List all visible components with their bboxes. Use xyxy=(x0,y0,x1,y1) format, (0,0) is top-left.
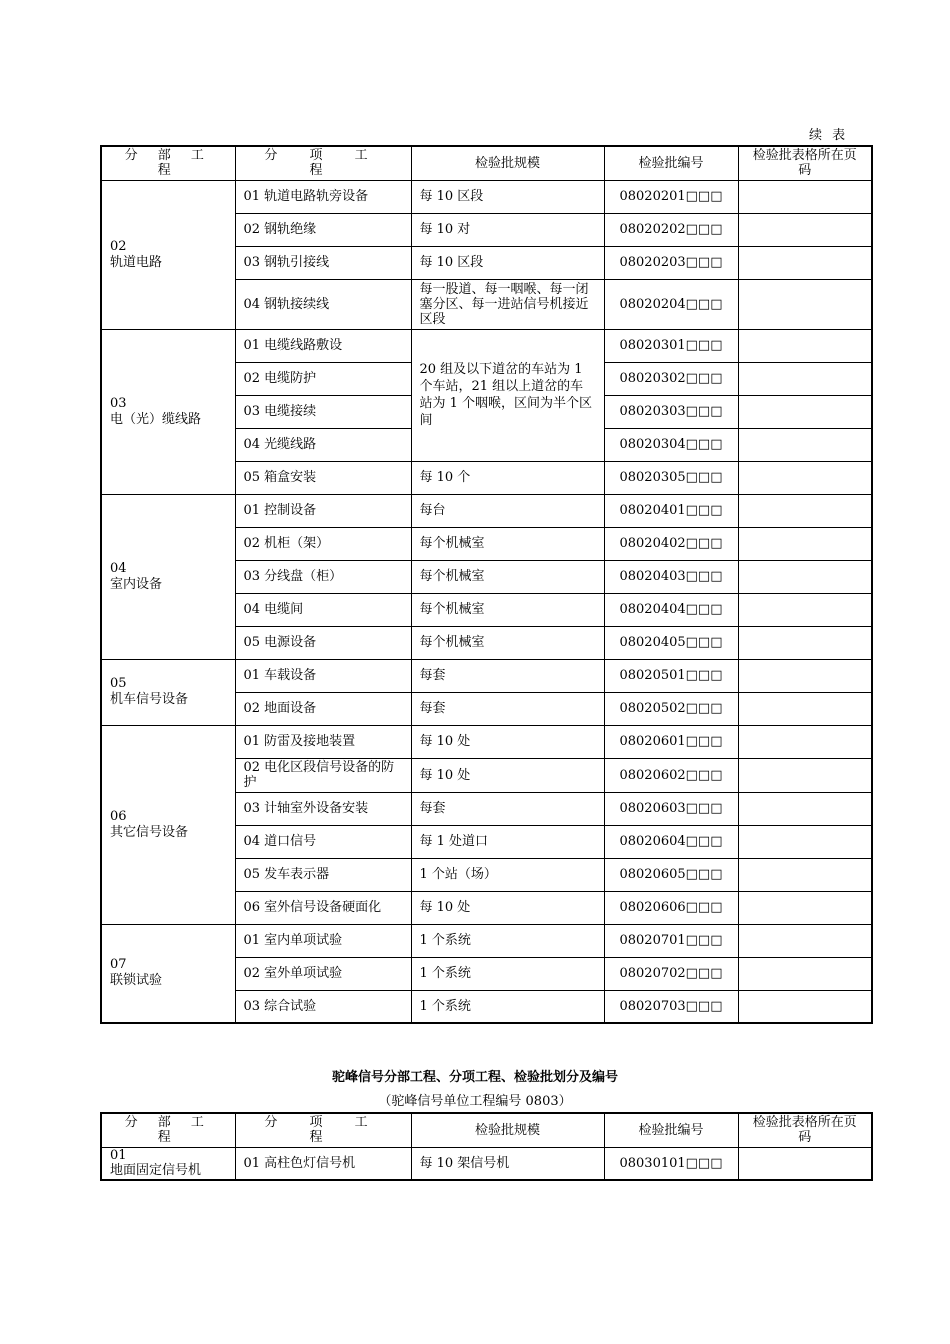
code-cell: 08020404□□□ xyxy=(604,593,738,626)
page-cell xyxy=(738,213,872,246)
table-row xyxy=(101,1147,872,1180)
code-cell: 08020602□□□ xyxy=(604,758,738,792)
code-cell: 08020603□□□ xyxy=(604,792,738,825)
item-cell: 04 道口信号 xyxy=(235,825,411,858)
header-item: 分 项 工 程 xyxy=(235,1113,411,1147)
item-cell: 03 综合试验 xyxy=(235,990,411,1023)
code-cell: 08020304□□□ xyxy=(604,428,738,461)
item-cell: 02 电缆防护 xyxy=(235,362,411,395)
code-cell: 08020601□□□ xyxy=(604,725,738,758)
code-cell: 08020203□□□ xyxy=(604,246,738,279)
page-cell xyxy=(738,626,872,659)
scale-cell: 1 个系统 xyxy=(411,924,604,957)
table-row xyxy=(101,494,872,527)
item-cell: 01 车载设备 xyxy=(235,659,411,692)
page-cell xyxy=(738,957,872,990)
code-cell: 08020305□□□ xyxy=(604,461,738,494)
header-row xyxy=(101,146,872,180)
page-cell xyxy=(738,1147,872,1180)
scale-cell: 每 10 区段 xyxy=(411,180,604,213)
table-row xyxy=(101,329,872,362)
page-cell xyxy=(738,494,872,527)
item-cell: 02 机柜（架） xyxy=(235,527,411,560)
table-row xyxy=(101,180,872,213)
scale-cell: 每个机械室 xyxy=(411,593,604,626)
division-cell: 06 其它信号设备 xyxy=(101,725,235,924)
item-cell: 01 电缆线路敷设 xyxy=(235,329,411,362)
header-code: 检验批编号 xyxy=(604,1113,738,1147)
page-cell xyxy=(738,593,872,626)
code-cell: 08020402□□□ xyxy=(604,527,738,560)
table-row xyxy=(101,659,872,692)
header-code: 检验批编号 xyxy=(604,146,738,180)
item-cell: 06 室外信号设备硬面化 xyxy=(235,891,411,924)
item-cell: 02 地面设备 xyxy=(235,692,411,725)
division-cell: 05 机车信号设备 xyxy=(101,659,235,725)
code-cell: 08020403□□□ xyxy=(604,560,738,593)
scale-cell: 每 10 架信号机 xyxy=(411,1147,604,1180)
page-cell xyxy=(738,428,872,461)
item-cell: 04 光缆线路 xyxy=(235,428,411,461)
division-cell: 01 地面固定信号机 xyxy=(101,1147,235,1180)
scale-cell: 每 10 对 xyxy=(411,213,604,246)
item-cell: 03 分线盘（柜） xyxy=(235,560,411,593)
item-cell: 05 电源设备 xyxy=(235,626,411,659)
section-subtitle: （驼峰信号单位工程编号 0803） xyxy=(378,1094,572,1109)
header-division: 分 部 工 程 xyxy=(101,146,235,180)
page-cell xyxy=(738,725,872,758)
code-cell: 08020401□□□ xyxy=(604,494,738,527)
division-table xyxy=(100,145,873,1024)
scale-cell: 1 个系统 xyxy=(411,990,604,1023)
page-cell xyxy=(738,395,872,428)
item-cell: 01 高柱色灯信号机 xyxy=(235,1147,411,1180)
page-cell xyxy=(738,527,872,560)
header-division: 分 部 工 程 xyxy=(101,1113,235,1147)
header-page: 检验批表格所在页码 xyxy=(738,146,872,180)
item-cell: 05 箱盒安装 xyxy=(235,461,411,494)
code-cell: 08020605□□□ xyxy=(604,858,738,891)
scale-cell: 每台 xyxy=(411,494,604,527)
scale-cell: 每 10 个 xyxy=(411,461,604,494)
scale-cell: 每套 xyxy=(411,792,604,825)
continued-label: 续 表 xyxy=(809,128,849,143)
code-cell: 08020405□□□ xyxy=(604,626,738,659)
scale-cell: 每一股道、每一咽喉、每一闭塞分区、每一进站信号机接近区段 xyxy=(411,279,604,329)
page-cell xyxy=(738,279,872,329)
table-row xyxy=(101,924,872,957)
scale-cell: 1 个站（场） xyxy=(411,858,604,891)
header-page: 检验批表格所在页码 xyxy=(738,1113,872,1147)
item-cell: 02 钢轨绝缘 xyxy=(235,213,411,246)
code-cell: 08020502□□□ xyxy=(604,692,738,725)
page-cell xyxy=(738,362,872,395)
page-cell xyxy=(738,246,872,279)
scale-cell: 每个机械室 xyxy=(411,527,604,560)
item-cell: 01 室内单项试验 xyxy=(235,924,411,957)
item-cell: 04 电缆间 xyxy=(235,593,411,626)
code-cell: 08020204□□□ xyxy=(604,279,738,329)
scale-cell: 每套 xyxy=(411,692,604,725)
page-cell xyxy=(738,858,872,891)
page-cell xyxy=(738,560,872,593)
division-cell: 02 轨道电路 xyxy=(101,180,235,329)
page-cell xyxy=(738,891,872,924)
item-cell: 02 室外单项试验 xyxy=(235,957,411,990)
code-cell: 08020701□□□ xyxy=(604,924,738,957)
code-cell: 08020501□□□ xyxy=(604,659,738,692)
page-cell xyxy=(738,792,872,825)
page-cell xyxy=(738,758,872,792)
hump-signal-table xyxy=(100,1112,873,1181)
code-cell: 08020702□□□ xyxy=(604,957,738,990)
page-cell xyxy=(738,659,872,692)
item-cell: 01 轨道电路轨旁设备 xyxy=(235,180,411,213)
table-row xyxy=(101,725,872,758)
scale-cell: 每个机械室 xyxy=(411,560,604,593)
page-cell xyxy=(738,924,872,957)
header-scale: 检验批规模 xyxy=(411,1113,604,1147)
page-cell xyxy=(738,180,872,213)
item-cell: 03 钢轨引接线 xyxy=(235,246,411,279)
division-cell: 03 电（光）缆线路 xyxy=(101,329,235,494)
scale-cell: 每个机械室 xyxy=(411,626,604,659)
header-row xyxy=(101,1113,872,1147)
section-title: 驼峰信号分部工程、分项工程、检验批划分及编号 xyxy=(331,1070,618,1085)
code-cell: 08030101□□□ xyxy=(604,1147,738,1180)
code-cell: 08020302□□□ xyxy=(604,362,738,395)
division-cell: 07 联锁试验 xyxy=(101,924,235,1023)
scale-cell: 每 10 区段 xyxy=(411,246,604,279)
scale-cell: 每 10 处 xyxy=(411,891,604,924)
division-cell: 04 室内设备 xyxy=(101,494,235,659)
scale-cell: 每 10 处 xyxy=(411,725,604,758)
header-scale: 检验批规模 xyxy=(411,146,604,180)
code-cell: 08020303□□□ xyxy=(604,395,738,428)
item-cell: 03 计轴室外设备安装 xyxy=(235,792,411,825)
page-cell xyxy=(738,329,872,362)
page-cell xyxy=(738,825,872,858)
page-cell xyxy=(738,692,872,725)
code-cell: 08020301□□□ xyxy=(604,329,738,362)
scale-cell: 20 组及以下道岔的车站为 1 个车站，21 组以上道岔的车站为 1 个咽喉，区间为半个区间 xyxy=(411,329,604,461)
item-cell: 04 钢轨接续线 xyxy=(235,279,411,329)
page-cell xyxy=(738,461,872,494)
code-cell: 08020703□□□ xyxy=(604,990,738,1023)
scale-cell: 每 10 处 xyxy=(411,758,604,792)
scale-cell: 每套 xyxy=(411,659,604,692)
scale-cell: 每 1 处道口 xyxy=(411,825,604,858)
item-cell: 01 控制设备 xyxy=(235,494,411,527)
code-cell: 08020604□□□ xyxy=(604,825,738,858)
scale-cell: 1 个系统 xyxy=(411,957,604,990)
code-cell: 08020201□□□ xyxy=(604,180,738,213)
item-cell: 03 电缆接续 xyxy=(235,395,411,428)
item-cell: 05 发车表示器 xyxy=(235,858,411,891)
page-cell xyxy=(738,990,872,1023)
code-cell: 08020202□□□ xyxy=(604,213,738,246)
item-cell: 01 防雷及接地装置 xyxy=(235,725,411,758)
item-cell: 02 电化区段信号设备的防护 xyxy=(235,758,411,792)
header-item: 分 项 工 程 xyxy=(235,146,411,180)
code-cell: 08020606□□□ xyxy=(604,891,738,924)
